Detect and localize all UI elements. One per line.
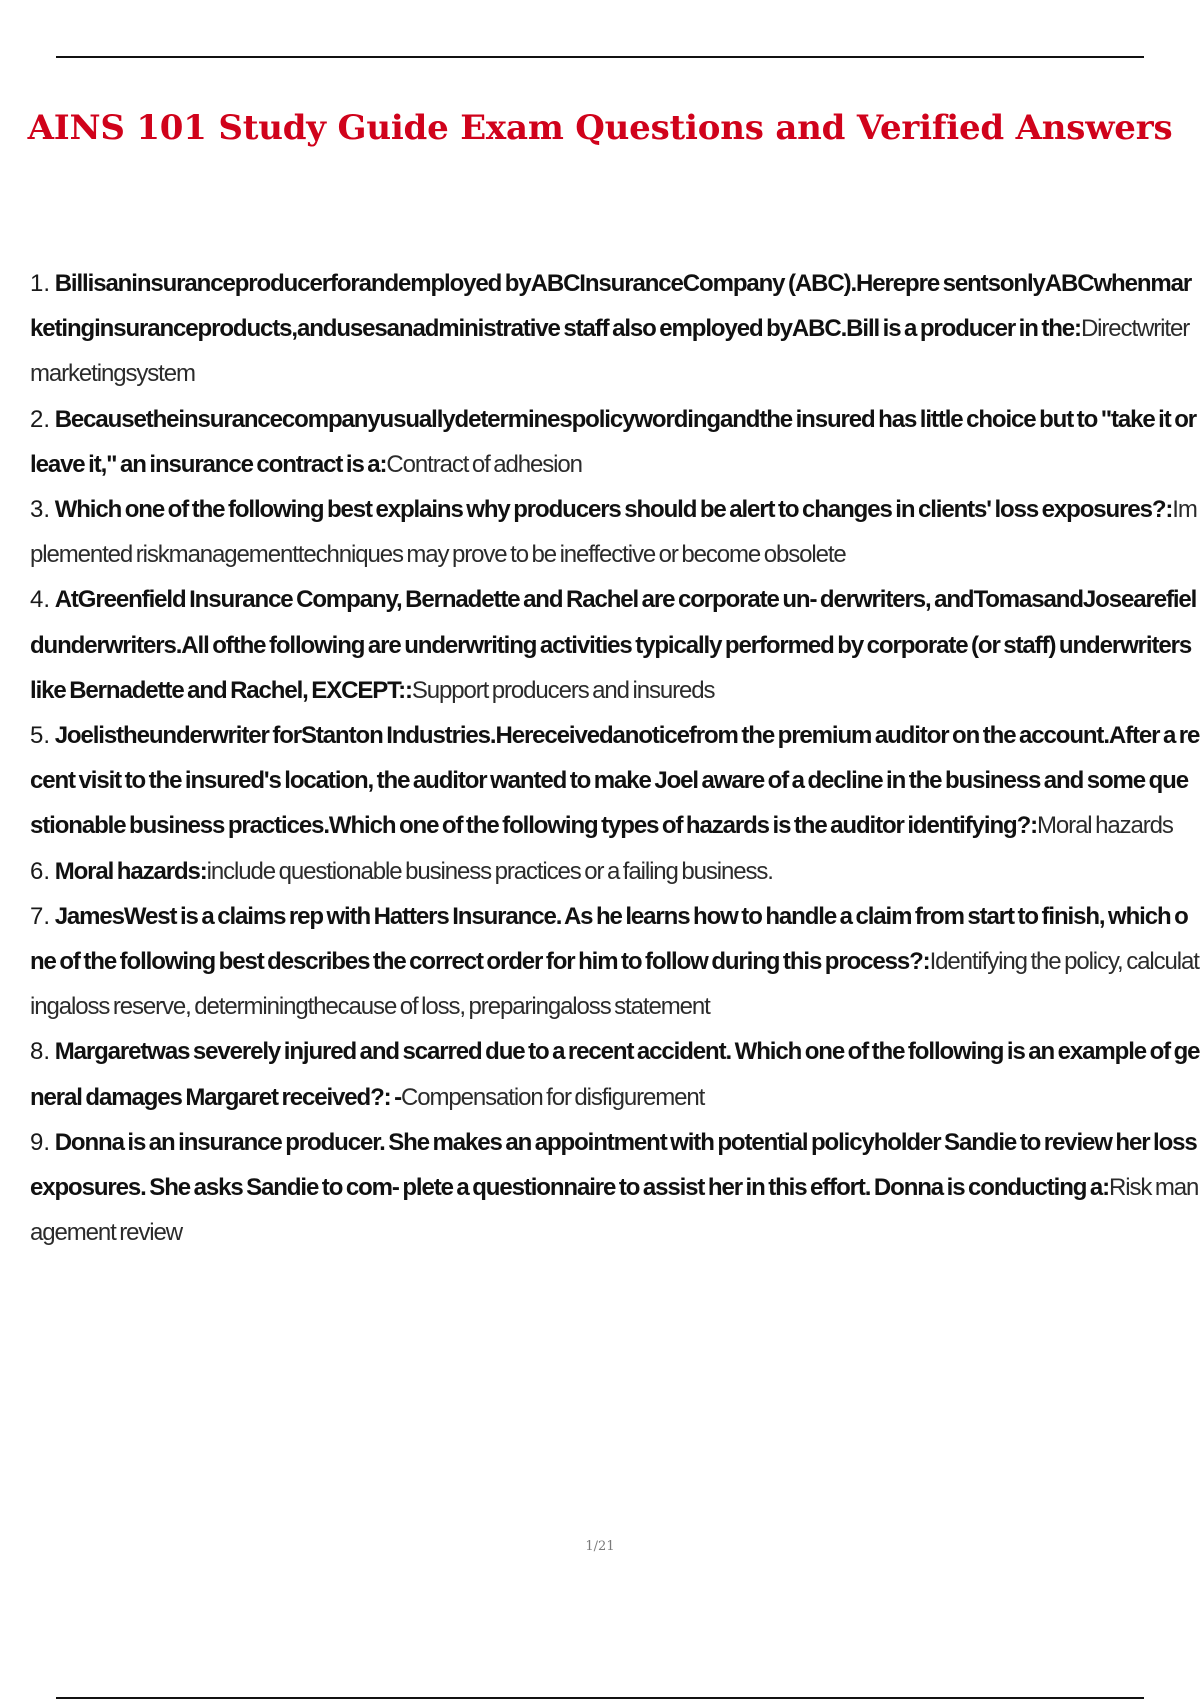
question-item-1 bbox=[30, 261, 1200, 397]
question-text: Joelistheunderwriter forStanton Industries.Hereceivedanoticefrom the premium auditor on the account.After a recent visit to the insured's location, the auditor wanted to make Joel aware of a decline in the business and some questionable business practices.Which one of the following types of hazards is the auditor identifying?: bbox=[30, 722, 1200, 840]
question-number: 1. bbox=[30, 270, 55, 297]
answer-text: Implemented riskmanagementtechniques may prove to be ineffective or become obsolete bbox=[30, 496, 1197, 569]
answer-text: include questionable business practices or a failing business. bbox=[206, 857, 773, 885]
question-number: 3. bbox=[30, 496, 55, 524]
question-item-8 bbox=[30, 1029, 1200, 1119]
question-item-6 bbox=[30, 849, 1200, 894]
question-text: Becausetheinsurancecompanyusuallydeterminespolicywordingandthe insured has little choice but to "take it or leave it," an insurance contract is a: bbox=[30, 405, 1197, 478]
question-item-7 bbox=[30, 894, 1200, 1030]
answer-text: Identifying the policy, calculatingaloss reserve, determiningthecause of loss, preparingaloss statement bbox=[30, 948, 1199, 1021]
question-list bbox=[30, 261, 1200, 1255]
answer-text: Moral hazards bbox=[1037, 812, 1173, 840]
question-item-4 bbox=[30, 577, 1200, 713]
question-item-2 bbox=[30, 397, 1200, 487]
question-text: JamesWest is a claims rep with Hatters Insurance. As he learns how to handle a claim from start to finish, which one of the following best describes the correct order for him to follow during this process?: bbox=[30, 902, 1188, 976]
answer-text: Risk management review bbox=[30, 1174, 1199, 1247]
question-text: Which one of the following best explains why producers should be alert to changes in clients' loss exposures?: bbox=[54, 496, 1173, 524]
question-text: Billisaninsuranceproducerforandemployed byABCInsuranceCompany (ABC).Herepre sentsonlyABCwhenmarketinginsuranceproducts,andusesanadministrative staff also employed byABC.Bill is a producer in the: bbox=[30, 270, 1192, 343]
question-item-5 bbox=[30, 713, 1200, 849]
answer-text: Directwriter marketingsystem bbox=[30, 315, 1190, 388]
answer-text: Contract of adhesion bbox=[386, 450, 582, 478]
question-number: 7. bbox=[30, 902, 55, 930]
question-number: 9. bbox=[30, 1128, 55, 1156]
question-text: Donna is an insurance producer. She makes an appointment with potential policyholder Sandie to review her loss exposures. She asks Sandie to com- plete a questionnaire to assist her in this effort. Donna is conducting a: bbox=[30, 1128, 1197, 1202]
answer-text: Compensation for disfigurement bbox=[401, 1083, 705, 1111]
question-number: 6. bbox=[30, 857, 55, 885]
question-number: 4. bbox=[30, 586, 55, 614]
document-title: AINS 101 Study Guide Exam Questions and Verified Answers bbox=[27, 108, 1173, 148]
question-number: 8. bbox=[30, 1038, 55, 1066]
page-number: 1/21 bbox=[585, 1539, 615, 1554]
question-text: Moral hazards: bbox=[54, 857, 207, 885]
bottom-rule bbox=[56, 1697, 1144, 1699]
question-number: 2. bbox=[30, 405, 55, 433]
answer-text: Support producers and insureds bbox=[411, 676, 715, 704]
question-text: AtGreenfield Insurance Company, Bernadette and Rachel are corporate un- derwriters, andTomasandJosearefieldunderwriters.All ofthe following are underwriting activities typically performed by corporate (or staff) underwriters like Bernadette and Rachel, EXCEPT:: bbox=[30, 586, 1197, 704]
question-text: Margaretwas severely injured and scarred due to a recent accident. Which one of the following is an example of general damages Margaret received?: - bbox=[30, 1038, 1200, 1111]
question-item-3 bbox=[30, 487, 1200, 577]
top-rule bbox=[56, 56, 1144, 58]
question-number: 5. bbox=[30, 722, 55, 750]
question-item-9 bbox=[30, 1120, 1200, 1256]
